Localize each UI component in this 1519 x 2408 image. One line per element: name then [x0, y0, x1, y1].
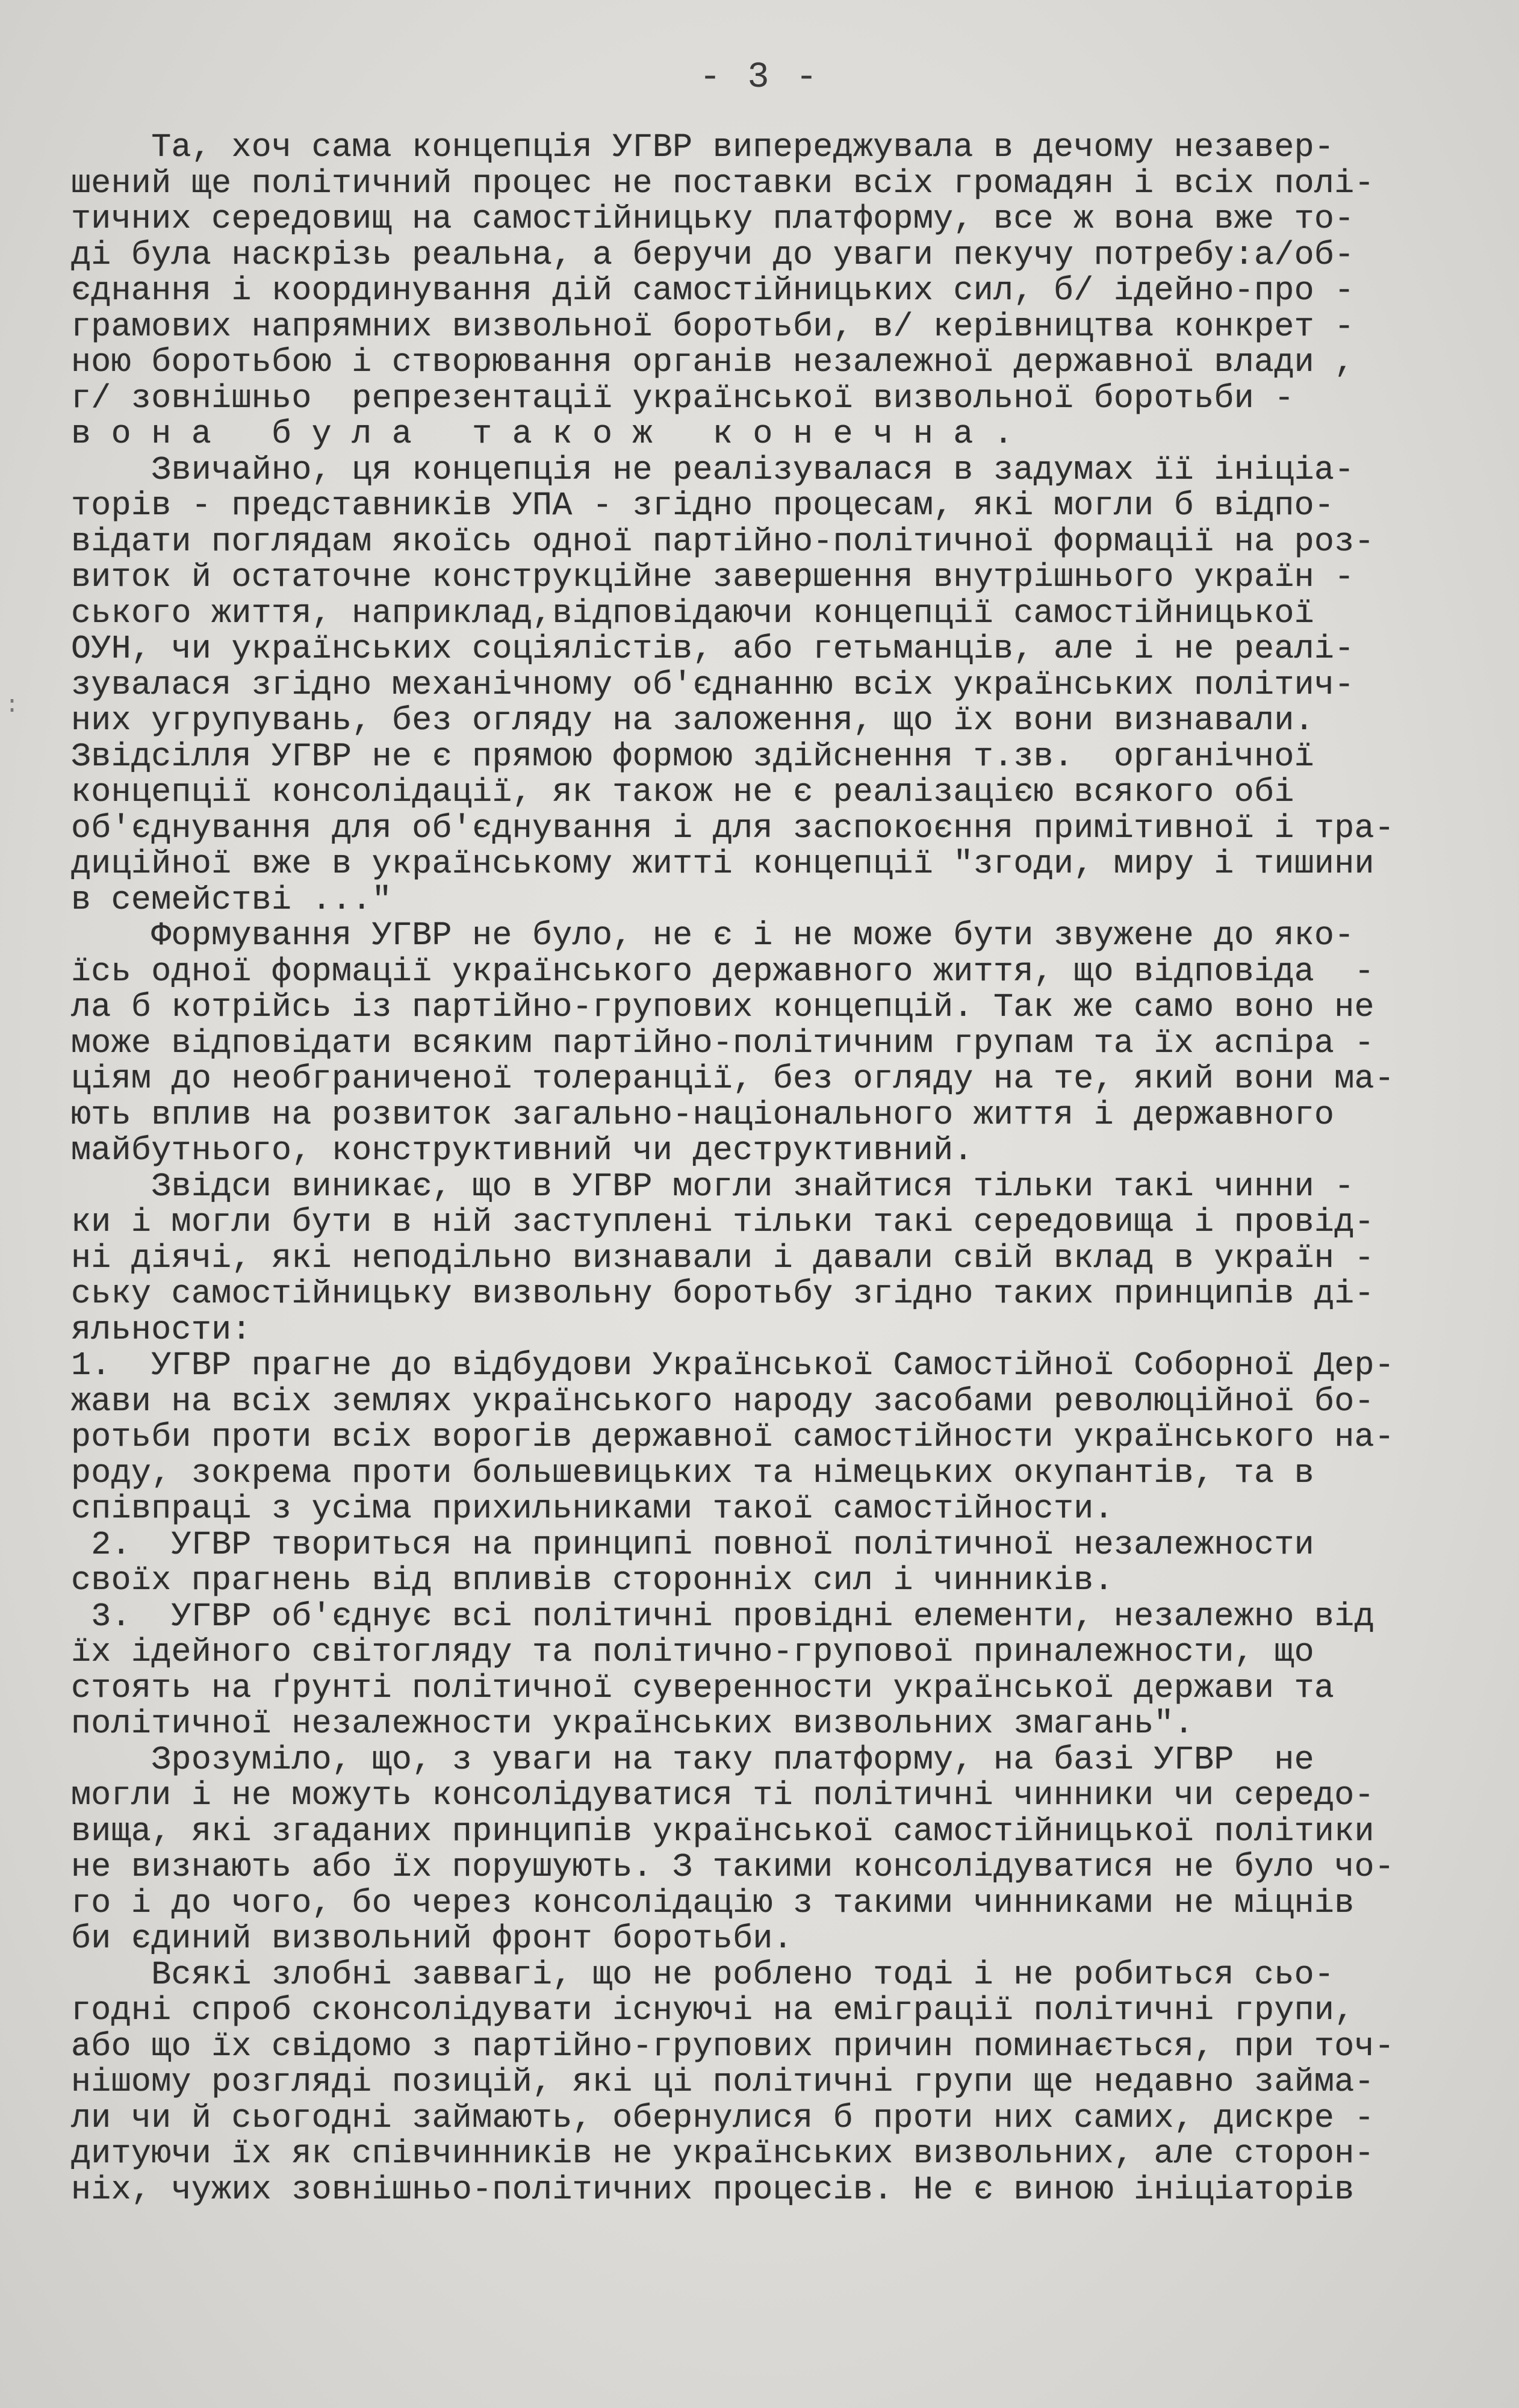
text-line: ли чи й сьогодні займають, обернулися б проти них самих, дискре -: [71, 2098, 1375, 2137]
text-line: виток й остаточне конструкційне завершення внутрішнього україн -: [71, 558, 1355, 596]
margin-mark: :: [5, 692, 20, 720]
text-line: або що їх свідомо з партійно-групових причин поминається, при точ-: [71, 2027, 1395, 2065]
text-line: шений ще політичний процес не поставки всіх громадян і всіх полі-: [71, 164, 1375, 202]
text-line: вища, які згаданих принципів української самостійницької політики: [71, 1812, 1375, 1850]
text-line: годні спроб сконсолідувати існуючі на еміграції політичні групи,: [71, 1991, 1355, 2029]
text-line: ського життя, наприклад,відповідаючи концепції самостійницької: [71, 594, 1314, 632]
text-line: г/ зовнішньо репрезентації української визвольної боротьби -: [71, 379, 1294, 417]
text-line: 2. УГВР твориться на принципі повної політичної незалежности: [71, 1525, 1314, 1564]
text-line: ки і могли бути в ній заступлені тільки такі середовища і провід-: [71, 1203, 1375, 1241]
text-line: своїх прагнень від впливів сторонніх сил і чинників.: [71, 1561, 1114, 1599]
text-line: торів - представників УПА - згідно процесам, які могли б відпо-: [71, 487, 1335, 524]
text-line: ську самостійницьку визвольну боротьбу згідно таких принципів ді-: [71, 1275, 1375, 1313]
text-line: в о н а б у л а т а к о ж к о н е ч н а .: [71, 415, 1014, 453]
text-line: них угрупувань, без огляду на заложення, що їх вони визнавали.: [71, 702, 1314, 739]
text-line: відати поглядам якоїсь одної партійно-політичної формації на роз-: [71, 522, 1375, 561]
text-line: яльности:: [71, 1310, 252, 1349]
text-line: політичної незалежности українських визвольних змагань".: [71, 1705, 1194, 1743]
text-line: ють вплив на розвиток загально-національного життя і державного: [71, 1095, 1335, 1134]
text-line: не визнають або їх порушують. З такими консолідуватися не було чо-: [71, 1848, 1395, 1886]
text-line: співпраці з усіма прихильниками такої самостійности.: [71, 1490, 1114, 1528]
text-line: могли і не можуть консолідуватися ті політичні чинники чи середо-: [71, 1776, 1375, 1814]
text-line: 3. УГВР об'єднує всі політичні провідні елементи, незалежно від: [71, 1597, 1375, 1635]
text-line: роду, зокрема проти большевицьких та німецьких окупантів, та в: [71, 1454, 1314, 1492]
text-line: 1. УГВР прагне до відбудови Української Самостійної Соборної Дер-: [71, 1346, 1395, 1384]
text-line: їсь одної формації українського державного життя, що відповіда -: [71, 952, 1375, 991]
text-line: Звичайно, ця концепція не реалізувалася в задумах її ініціа-: [71, 450, 1355, 489]
text-line: їх ідейного світогляду та політично-групової приналежности, що: [71, 1633, 1314, 1671]
text-line: концепції консолідації, як також не є реалізацією всякого обі: [71, 773, 1294, 811]
text-line: ді була наскрізь реальна, а беручи до уваги пекучу потребу:а/об-: [71, 235, 1355, 274]
text-line: Звідси виникає, що в УГВР могли знайтися тільки такі чинни -: [71, 1167, 1355, 1206]
text-line: Звідсілля УГВР не є прямою формою здійснення т.зв. органічної: [71, 737, 1314, 776]
text-line: ла б котрійсь із партійно-групових концепцій. Так же само воно не: [71, 988, 1375, 1026]
text-line: стоять на ґрунті політичної суверенности української держави та: [71, 1669, 1335, 1707]
text-line: ною боротьбою і створювання органів незалежної державної влади ,: [71, 343, 1355, 381]
text-line: жави на всіх землях українського народу засобами революційної бо-: [71, 1382, 1375, 1420]
text-line: Зрозуміло, що, з уваги на таку платформу, на базі УГВР не: [71, 1740, 1314, 1779]
text-line: би єдиний визвольний фронт боротьби.: [71, 1920, 793, 1958]
text-line: ніх, чужих зовнішньо-політичних процесів. Не є виною ініціаторів: [71, 2170, 1355, 2209]
text-line: ні діячі, які неподільно визнавали і давали свій вклад в україн -: [71, 1239, 1375, 1277]
text-line: го і до чого, бо через консолідацію з такими чинниками не міцнів: [71, 1884, 1355, 1922]
text-line: єднання і координування дій самостійницьких сил, б/ ідейно-про -: [71, 272, 1355, 310]
page-number: - 3 -: [699, 57, 820, 98]
text-line: Та, хоч сама концепція УГВР випереджувала в дечому незавер-: [71, 128, 1335, 166]
text-line: Формування УГВР не було, не є і не може бути звужене до яко-: [71, 916, 1355, 954]
text-line: Всякі злобні заввагі, що не роблено тоді і не робиться сьо-: [71, 1955, 1335, 1994]
text-line: ціям до необграниченої толеранції, без огляду на те, який вони ма-: [71, 1060, 1395, 1098]
text-line: ОУН, чи українських соціялістів, або гетьманців, але і не реалі-: [71, 630, 1355, 668]
text-line: нішому розгляді позицій, які ці політичні групи ще недавно займа-: [71, 2063, 1375, 2101]
text-line: диційної вже в українському житті концепції "згоди, миру і тишини: [71, 845, 1375, 883]
text-line: в семействі ...": [71, 880, 392, 919]
document-body: [71, 129, 1456, 2207]
text-line: тичних середовищ на самостійницьку платформу, все ж вона вже то-: [71, 200, 1355, 238]
text-line: об'єднування для об'єднування і для заспокоєння примітивної і тра-: [71, 809, 1395, 847]
text-line: дитуючи їх як співчинників не українських визвольних, але сторон-: [71, 2135, 1375, 2173]
text-line: майбутнього, конструктивний чи деструктивний.: [71, 1131, 974, 1169]
text-line: може відповідати всяким партійно-політичним групам та їх аспіра -: [71, 1024, 1375, 1062]
text-line: зувалася згідно механічному об'єднанню всіх українських політич-: [71, 665, 1355, 704]
text-line: грамових напрямних визвольної боротьби, в/ керівництва конкрет -: [71, 307, 1355, 346]
text-line: ротьби проти всіх ворогів державної самостійности українського на-: [71, 1418, 1395, 1456]
